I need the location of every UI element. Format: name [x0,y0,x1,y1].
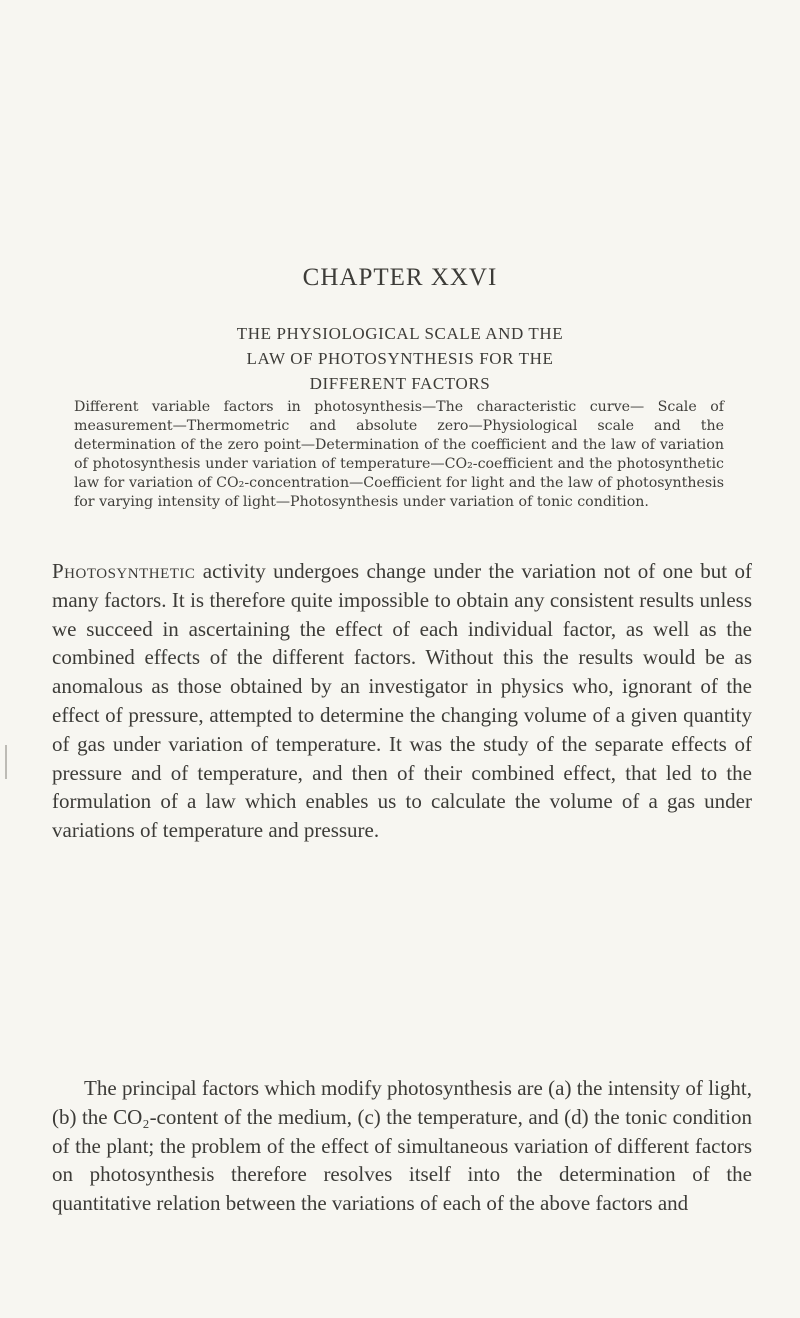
paragraph-1-text: activity undergoes change under the variation not of one but of many factors. It is therefore quite impossible to obtain any consistent results unless we succeed in ascertaining the effect of each individual factor, as well as the combined effects of the different factors. Without this the results would be as anomalous as those obtained by an investigator in physics who, ignorant of the effect of pressure, attempted to determine the changing volume of a given quantity of gas under variation of temperature. It was the study of the separate effects of pressure and of temperature, and then of their combined effect, that led to the formulation of a law which enables us to calculate the volume of a gas under variations of temperature and pressure. [52,559,753,843]
chapter-title: THE PHYSIOLOGICAL SCALE AND THE LAW OF PHOTOSYNTHESIS FOR THE DIFFERENT FACTORS [236,324,564,393]
paragraph-2: The principal factors which modify photosynthesis are (a) the intensity of light, (b) the CO₂-content of the medium, (c) the temperature, and (d) the tonic condition of the plant; the problem of the effect of simultaneous variation of different factors on photosynthesis therefore resolves itself into the determination of the quantitative relation between the variations of each of the above factors and [52,1076,752,1216]
chapter-heading: CHAPTER XXVI [302,264,498,291]
page-edge-mark [5,745,7,779]
paragraph-1-lead-word: Photosynthetic [52,559,196,583]
chapter-summary: Different variable factors in photosynthesis—The characteristic curve— Scale of measurement—Thermometric and absolute zero—Physiological scale and the determination of the zero point—Determination of the coefficient and the law of variation of photosynthesis under variation of temperature—CO₂-coefficient and the photosynthetic law for variation of CO₂-concentration—Coefficient for light and the law of photosynthesis for varying intensity of light—Photosynthesis under variation of tonic condition. [74,399,724,510]
paragraph-1 [52,557,752,845]
